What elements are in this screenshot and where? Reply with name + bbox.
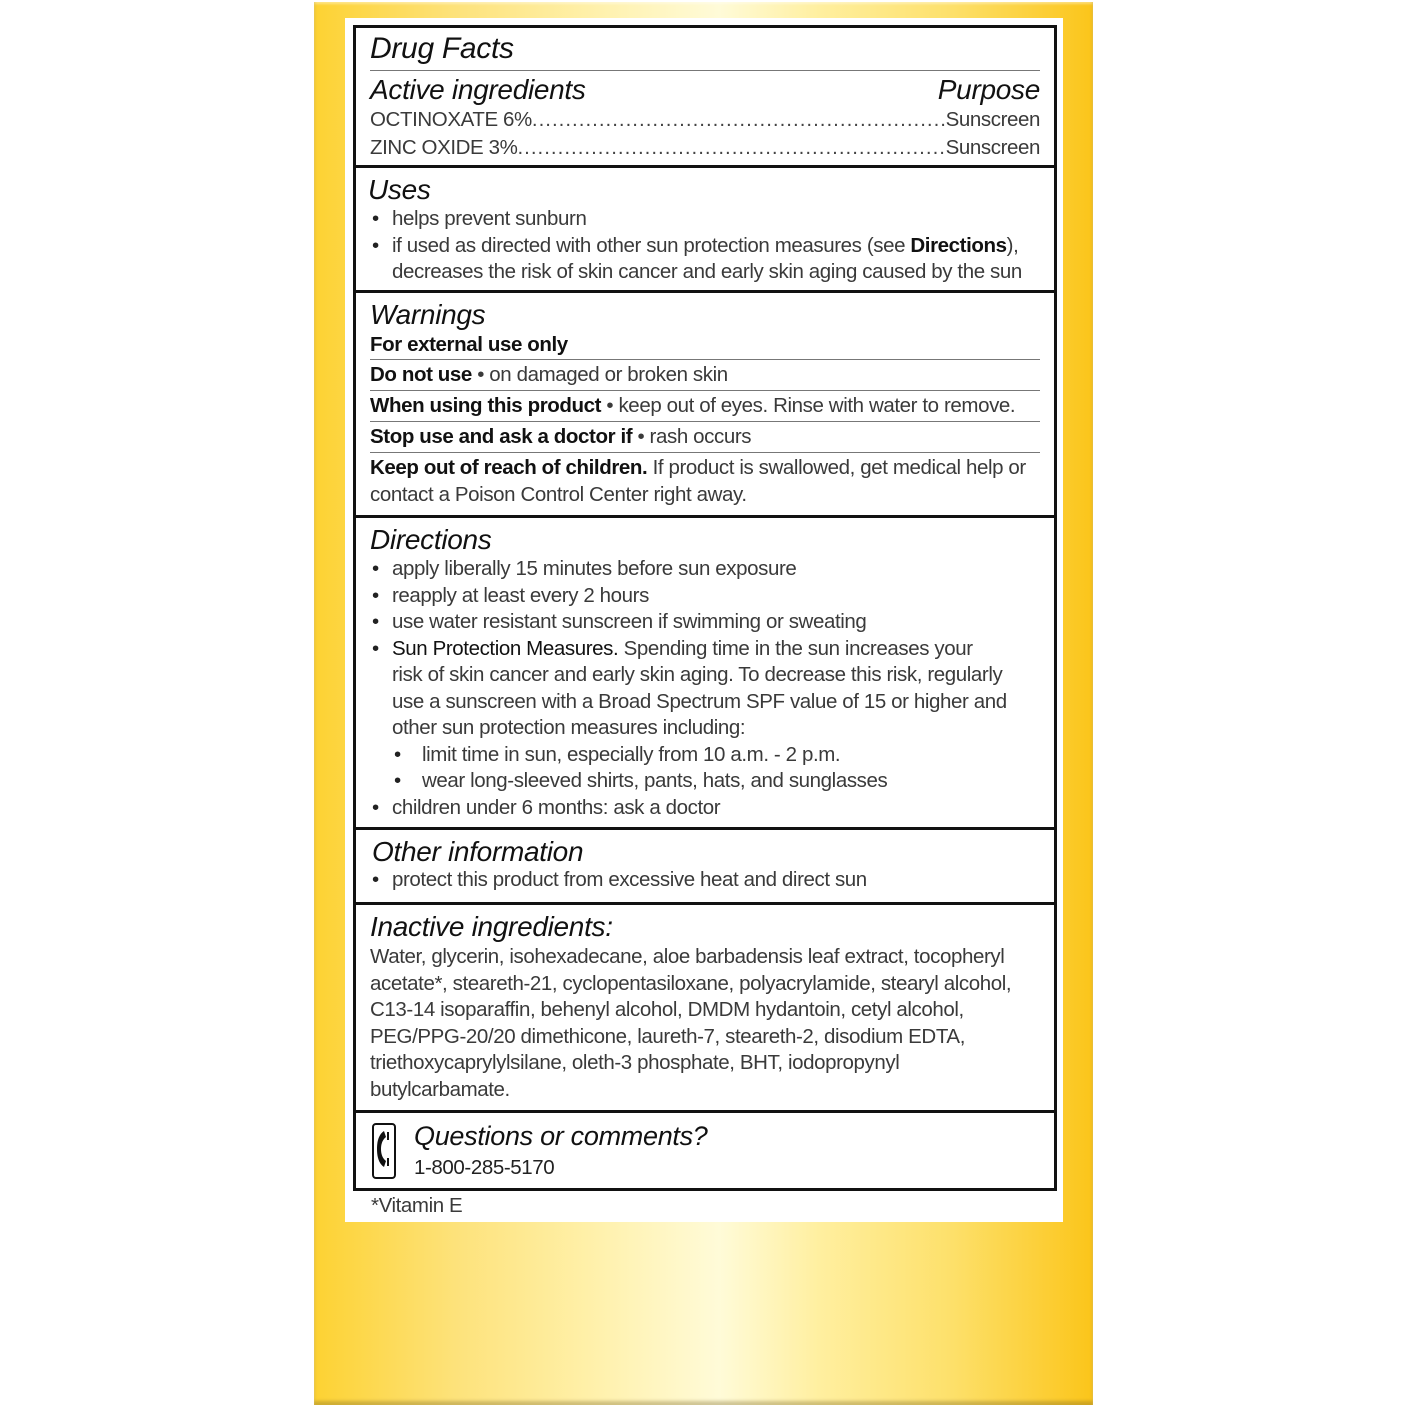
ingredient-name: ZINC OXIDE 3% (370, 136, 518, 159)
divider (370, 421, 1040, 422)
ingredient-name: OCTINOXATE 6% (370, 108, 532, 131)
ingredient-row (370, 107, 1040, 134)
list-item: • reapply at least every 2 hours (370, 583, 1040, 610)
footnote: *Vitamin E (371, 1194, 463, 1217)
other-information-heading: Other information (372, 836, 584, 867)
divider (370, 390, 1040, 391)
uses-list (370, 206, 1040, 286)
list-item: • apply liberally 15 minutes before sun exposure (370, 556, 1040, 583)
drug-facts-title: Drug Facts (370, 32, 514, 65)
warning-line: Keep out of reach of children. If product is swallowed, get medical help or contact a Poison Control Center right away. (370, 456, 1026, 506)
phone-number[interactable]: 1-800-285-5170 (414, 1156, 555, 1179)
divider (370, 452, 1040, 453)
directions-list (370, 556, 1040, 821)
leader-dots (517, 135, 945, 162)
warning-line: When using this product • keep out of eyes. Rinse with water to remove. (370, 394, 1016, 417)
list-item: • protect this product from excessive heat and direct sun (370, 867, 1040, 894)
section-other-information (356, 827, 1054, 902)
uses-heading: Uses (368, 174, 431, 205)
section-uses (356, 165, 1054, 290)
ingredient-purpose: Sunscreen (945, 108, 1040, 131)
leader-dots (532, 107, 946, 134)
warning-line: Stop use and ask a doctor if • rash occurs (370, 425, 752, 448)
phone-icon (372, 1123, 396, 1179)
drug-facts-box (353, 25, 1057, 1191)
section-warnings (356, 290, 1054, 515)
section-active-ingredients (356, 28, 1054, 165)
divider (370, 359, 1040, 360)
divider (370, 70, 1040, 71)
list-item: • use water resistant sunscreen if swimming or sweating (370, 609, 1040, 636)
directions-heading: Directions (370, 524, 492, 555)
inactive-ingredients-heading: Inactive ingredients: (370, 911, 613, 942)
list-item: • children under 6 months: ask a doctor (370, 795, 1040, 822)
external-use-text: For external use only (370, 333, 568, 356)
list-item: • if used as directed with other sun protection measures (see Directions), decreases the risk of skin cancer and early skin aging caused by the sun (370, 233, 1040, 286)
other-information-list (370, 867, 1040, 894)
active-ingredients-heading: Active ingredients (370, 74, 586, 105)
warnings-heading: Warnings (370, 299, 486, 330)
sub-list-item: • limit time in sun, especially from 10 a.m. - 2 p.m. (370, 742, 1040, 769)
sub-list-item: • wear long-sleeved shirts, pants, hats, and sunglasses (370, 768, 1040, 795)
section-directions (356, 515, 1054, 827)
section-inactive-ingredients (356, 902, 1054, 1110)
list-item: • helps prevent sunburn (370, 206, 1040, 233)
section-questions (356, 1110, 1054, 1191)
ingredient-purpose: Sunscreen (945, 136, 1040, 159)
warning-line: Do not use • on damaged or broken skin (370, 363, 728, 386)
ingredient-row (370, 135, 1040, 162)
list-item: • Sun Protection Measures. Spending time in the sun increases your risk of skin cancer and early skin aging. To decrease this risk, regularly use a sunscreen with a Broad Spectrum SPF value of 15 or higher and other sun protection measures including: (370, 636, 1040, 742)
questions-heading: Questions or comments? (414, 1121, 708, 1151)
purpose-heading: Purpose (937, 74, 1040, 105)
inactive-ingredients-text: Water, glycerin, isohexadecane, aloe barbadensis leaf extract, tocopheryl acetate*, steareth-21, cyclopentasiloxane, polyacrylamide, stearyl alcohol, C13-14 isoparaffin, behenyl alcohol, DMDM hydantoin, cetyl alcohol, PEG/PPG-20/20 dimethicone, laureth-7, steareth-2, disodium EDTA, triethoxycaprylylsilane, oleth-3 phosphate, BHT, iodopropynyl butylcarbamate. (370, 945, 1012, 1101)
